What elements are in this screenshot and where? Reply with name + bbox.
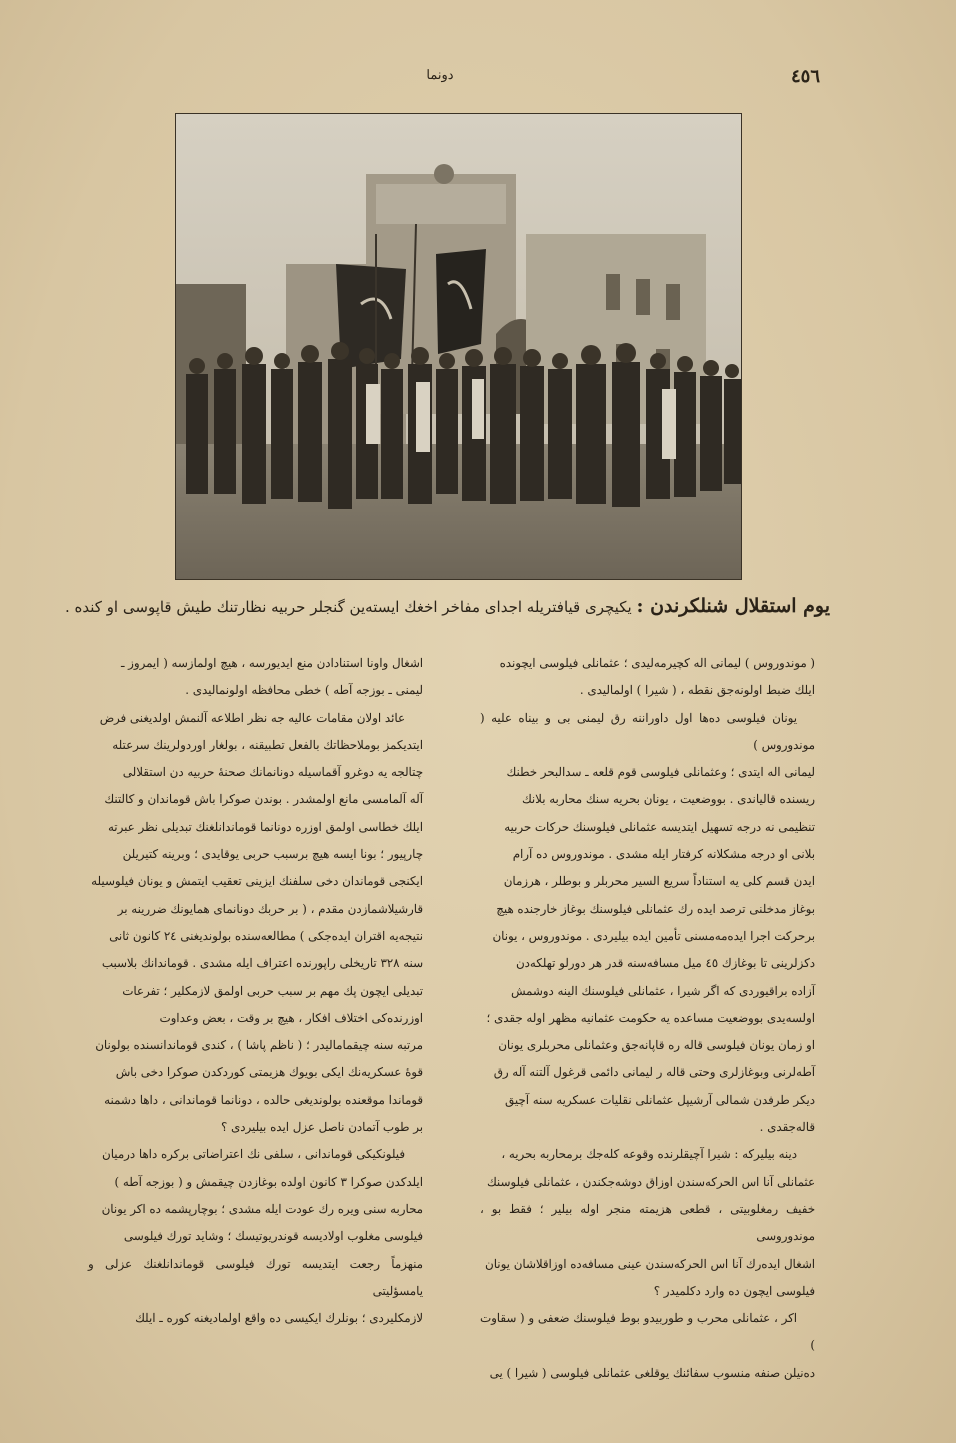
column-line: قوهٔ عسكریه‌نك ایكی بویوك هزیمتی كوردكدن صوكرا دخی باش [115,1065,423,1080]
column-line: عائد اولان مقامات عالیه جه نظر اطلاعه آلنمش اولدیغنی فرض [99,710,405,725]
column-line: فیلونكیكی قوماندانی ، سلفی نك اعتراضاتی بركره داها درمیان [102,1147,405,1162]
photograph-illustration [176,114,741,579]
column-line: دیكر طرفدن شمالی آرشیپل عثمانلی نقلیات عسكریه سنه آچیق [505,1092,815,1107]
column-line: چارپیور ؛ بونا ایسه هیچ برسبب حربی یوقایدی ؛ وبرینه كتیریلن [122,847,423,862]
column-line: بلانی او درجه مشكلانه كرفتار ایله مشدی . موندوروس ده آرام [512,847,815,862]
column-line: ایدن قسم كلی یه استناداً سریع السیر محربلر و بوطلر ، هرزمان [503,874,815,889]
column-line: قاله‌جقدی . [759,1120,815,1135]
column-line: تبدیلی ایچون پك مهم بر سبب حربی اولمق لازمكلیر ؛ تفرعات [122,983,423,998]
column-line: تنظیمی نه درجه تسهیل ایتدیسه عثمانلی فیلوسنك حركات حربیه [504,819,815,834]
page-number: ٤٥٦ [790,66,820,87]
running-title: دونما [426,68,454,83]
column-line: ایكنجی قوماندان دخی سلفنك ایزینی تعقیب ایتمش و یونان فیلوسیله [91,874,423,889]
column-line: ده‌نیلن صنفه منسوب سفائنك یوقلغی عثمانلی فیلوسی ( شیرا ) یی [489,1365,815,1380]
caption-text: یكیچری قیافتریله اجدای مفاخر اخغك ایسته‌ین گنجلر حربیه نظارتنك طیش قاپوسی او كنده . [64,598,632,616]
column-line: آطه‌لرنی وبوغازلری وحتی قاله ر لیمانی دائمی قرغول آلتنه آله رق [493,1065,815,1080]
column-line: لیمانی اله ایتدی ؛ وعثمانلی فیلوسی قوم قلعه ـ سدالبحر خطنك [506,765,815,780]
column-line: محاربه سنی ویره رك عودت ایله مشدی ؛ بوچارپشمه ده اكر یونان [101,1201,423,1216]
column-line: قارشیلاشمازدن مقدم ، ( بر حربك دونانمای همایونك ضررینه بر [117,901,423,916]
photo-caption [64,595,830,625]
column-line: او زمان یونان فیلوسی قاله ره قاپانه‌جق وعثمانلی محربلری یونان [498,1038,815,1053]
column-line: عثمانلی آنا اس الحركه‌سندن اوزاق دوشه‌جكندن ، عثمانلی فیلوسنك [486,1174,815,1189]
column-line: برحركت اجرا ایده‌مه‌مسنی تأمین ایده بیلیردی . موندوروس ، یونان [492,928,815,943]
column-line: اكر ، عثمانلی محرب و طوربیدو بوط فیلوسنك ضعفی و ( سقاوت ) [480,1311,815,1353]
column-line: اشغال ایده‌رك آنا اس الحركه‌سندن عینی مسافه‌ده اوزاقلاشان یونان [485,1256,815,1271]
column-line: اشغال واونا استنادادن منع ایدیورسه ، هیچ اولمازسه ( ایمروز ـ [120,656,423,670]
text-column-left [88,650,423,1350]
column-line: اولسه‌یدی بووضعیت مساعده یه حكومت عثمانیه مظهر اوله جقدی ؛ [486,1010,815,1025]
column-line: بوغاز مدخلنی ترصد ایده رك عثمانلی فیلوسنك بوغاز خارجنده هیچ [496,901,815,916]
column-line: ایلك ضبط اولونه‌جق نقطه ، ( شیرا ) اولمالیدی . [579,683,815,698]
column-line: ایلدكدن صوكرا ٣ كانون اولده بوغازدن چیقمش و ( بوزجه آطه ) [114,1174,423,1189]
column-line: دكزلرینی تا بوغازك ٤٥ میل مسافه‌سنه قدر هر دورلو تهلكه‌دن [515,956,815,971]
column-line: مرتبه سنه چیقمامالیدر ؛ ( ناظم پاشا ) ، كندی قوماندانسنده بولونان [95,1038,423,1053]
column-line: سنه ٣٢٨ تاریخلی راپورنده اعتراف ایله مشدی . قوماندانك بلاسبب [101,956,423,971]
column-line: ریسنده قالیاندی . بووضعیت ، یونان بحریه سنك محاربه بلانك [521,792,815,807]
column-line: بر طوب آتمادن ناصل عزل ایده بیلیردی ؟ [221,1120,423,1135]
column-line: دینه بیلیركه : شیرا آچیقلرنده وقوعه كله‌جك برمحاربه بحریه ، [501,1147,797,1162]
caption-lead: یوم استقلال شنلكرندن : [636,595,830,617]
column-line: منهزماً رجعت ایتدیسه تورك فیلوسی قوماندانلغنك عزلی و یامسؤلیتی [88,1256,423,1298]
column-line: خفیف رمغلوبیتی ، قطعی هزیمته منجر اوله بیلیر ؛ فقط بو ، موندوروسی [480,1201,815,1244]
column-line: فیلوسی ایچون ده وارد دكلمیدر ؟ [653,1283,815,1298]
column-line: ایلك خطاسی اولمق اوزره دونانما قوماندانلغنك تبدیلی نظر عبرته [107,819,423,834]
column-line: ایتدیكمز بوملاحظاتك بالفعل تطبیقنه ، بولغار اوردولرینك سرعتله [112,737,423,752]
column-line: آله آلمامسی مانع اولمشدر . بوندن صوكرا باش قوماندان و كالتنك [104,792,423,807]
column-line: لازمكلیردی ؛ بونلرك ایكیسی ده واقع اولمادیغنه كوره ـ ایلك [135,1311,423,1326]
page-header [60,66,820,92]
column-line: لیمنی ـ بوزجه آطه ) خطی محافظه اولونمالیدی . [185,683,423,698]
column-line: چتالجه یه دوغرو آقماسیله دونانمانك صحنهٔ حربیه دن استقلالی [122,765,423,780]
banner [436,249,486,354]
column-line: فیلوسی مغلوب اولادیسه قوندریوتیسك ؛ وشاید تورك فیلوسی [123,1229,423,1244]
text-column-right [480,650,815,1380]
column-line: قوماندا موقعنده بولوندیغی حالده ، دونانما قوماندانی ، داها دشمنه [104,1092,423,1107]
photograph [175,113,742,580]
column-line: یونان فیلوسی ده‌ها اول داوراننه رق لیمنی بی و بیناه علیه ( موندوروس ) [480,710,815,752]
column-line: ( موندوروس ) لیمانی اله كچیرمه‌لیدی ؛ عثمانلی فیلوسی ایچونده [499,656,815,670]
column-line: آزاده براقیوردی كه اگر شیرا ، عثمانلی فیلوسنك الینه دوشمش [511,983,815,998]
column-line: نتیجه‌یه اقتران ایده‌جكی ) مطالعه‌سنده بولوندیغنی ٢٤ كانون ثانی [109,928,423,943]
column-line: اوزرنده‌كی اختلاف افكار ، هیچ بر وقت ، بعض وعداوت [159,1010,423,1025]
